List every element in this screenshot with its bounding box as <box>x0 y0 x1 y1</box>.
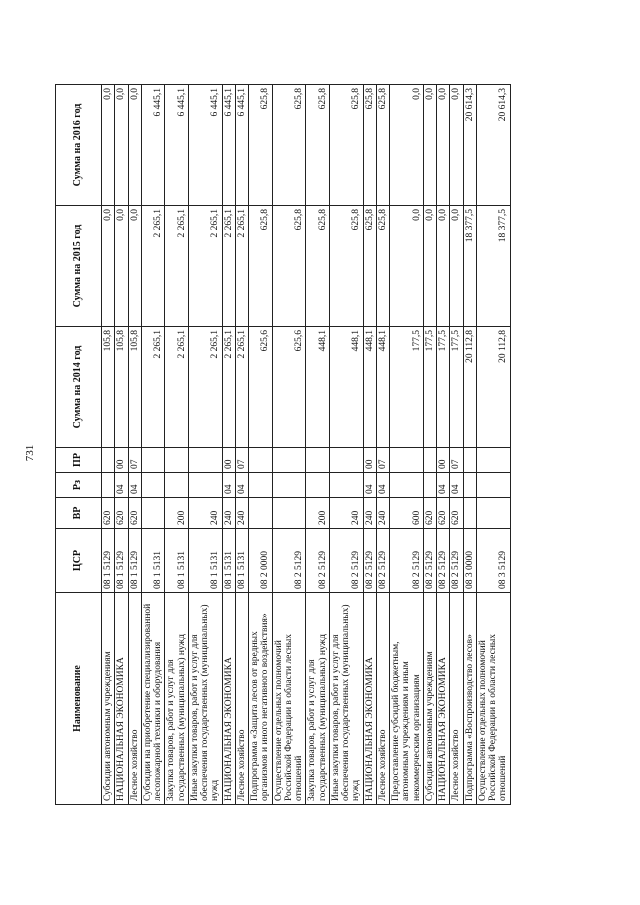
table-row <box>102 85 115 805</box>
cell-csr: 08 1 5129 <box>115 529 128 593</box>
cell-rz <box>102 473 115 498</box>
cell-name: Лесное хозяйство <box>376 593 389 805</box>
cell-name: Осуществление отдельных полномочий Российской Федерации в области лесных отношений <box>476 593 510 805</box>
cell-rz <box>476 473 510 498</box>
cell-sum-2014: 625,6 <box>249 327 273 448</box>
cell-pr <box>102 448 115 473</box>
header-sum-2015: Сумма на 2015 год <box>56 206 102 327</box>
cell-rz: 04 <box>376 473 389 498</box>
table-row <box>363 85 376 805</box>
cell-vr: 600 <box>390 498 424 529</box>
table-row <box>329 85 363 805</box>
header-sum-2016: Сумма на 2016 год <box>56 85 102 206</box>
cell-vr: 620 <box>450 498 463 529</box>
cell-name: Субсидии на приобретение специализированной лесопожарной техники и оборудования <box>141 593 165 805</box>
cell-sum-2016: 625,8 <box>249 85 273 206</box>
cell-pr <box>272 448 306 473</box>
cell-csr: 08 2 0000 <box>249 529 273 593</box>
cell-sum-2015: 2 265,1 <box>222 206 235 327</box>
cell-name: Закупка товаров, работ и услуг для государственных (муниципальных) нужд <box>165 593 189 805</box>
cell-sum-2015: 2 265,1 <box>235 206 248 327</box>
cell-rz <box>188 473 222 498</box>
table-row <box>222 85 235 805</box>
rotated-table-container <box>55 85 535 805</box>
cell-sum-2015: 0,0 <box>115 206 128 327</box>
cell-sum-2014: 177,5 <box>437 327 450 448</box>
cell-sum-2016: 625,8 <box>306 85 330 206</box>
cell-vr <box>272 498 306 529</box>
cell-sum-2015: 0,0 <box>450 206 463 327</box>
cell-sum-2016: 625,8 <box>376 85 389 206</box>
cell-rz: 04 <box>115 473 128 498</box>
budget-table <box>55 84 511 805</box>
cell-sum-2016: 625,8 <box>329 85 363 206</box>
cell-csr: 08 2 5129 <box>329 529 363 593</box>
cell-csr: 08 1 5131 <box>222 529 235 593</box>
cell-sum-2016: 0,0 <box>128 85 141 206</box>
cell-rz: 04 <box>363 473 376 498</box>
cell-sum-2014: 448,1 <box>363 327 376 448</box>
cell-sum-2014: 2 265,1 <box>141 327 165 448</box>
table-row <box>463 85 476 805</box>
cell-sum-2016: 0,0 <box>390 85 424 206</box>
cell-sum-2014: 448,1 <box>376 327 389 448</box>
cell-csr: 08 1 5129 <box>102 529 115 593</box>
cell-pr <box>141 448 165 473</box>
cell-rz <box>463 473 476 498</box>
table-row <box>376 85 389 805</box>
cell-name: Лесное хозяйство <box>128 593 141 805</box>
cell-csr: 08 2 5129 <box>363 529 376 593</box>
cell-csr: 08 3 0000 <box>463 529 476 593</box>
cell-sum-2014: 2 265,1 <box>165 327 189 448</box>
cell-csr: 08 2 5129 <box>272 529 306 593</box>
cell-csr: 08 2 5129 <box>390 529 424 593</box>
table-row <box>450 85 463 805</box>
cell-pr <box>249 448 273 473</box>
cell-pr: 00 <box>222 448 235 473</box>
cell-name: Иные закупки товаров, работ и услуг для обеспечения государственных (муниципальных) нужд <box>188 593 222 805</box>
cell-name: НАЦИОНАЛЬНАЯ ЭКОНОМИКА <box>363 593 376 805</box>
cell-sum-2015: 625,8 <box>329 206 363 327</box>
cell-pr <box>165 448 189 473</box>
cell-name: НАЦИОНАЛЬНАЯ ЭКОНОМИКА <box>437 593 450 805</box>
cell-sum-2014: 2 265,1 <box>188 327 222 448</box>
cell-rz: 04 <box>235 473 248 498</box>
cell-sum-2016: 6 445,1 <box>165 85 189 206</box>
cell-rz <box>165 473 189 498</box>
table-row <box>128 85 141 805</box>
cell-vr <box>463 498 476 529</box>
table-header-row <box>56 85 102 805</box>
cell-rz: 04 <box>222 473 235 498</box>
cell-sum-2015: 0,0 <box>423 206 436 327</box>
cell-csr: 08 1 5131 <box>235 529 248 593</box>
cell-sum-2014: 105,8 <box>102 327 115 448</box>
table-row <box>115 85 128 805</box>
header-csr: ЦСР <box>56 529 102 593</box>
cell-vr: 620 <box>423 498 436 529</box>
cell-sum-2015: 625,8 <box>272 206 306 327</box>
cell-name: НАЦИОНАЛЬНАЯ ЭКОНОМИКА <box>222 593 235 805</box>
cell-sum-2014: 105,8 <box>115 327 128 448</box>
cell-csr: 08 2 5129 <box>423 529 436 593</box>
cell-sum-2014: 177,5 <box>390 327 424 448</box>
cell-vr: 240 <box>363 498 376 529</box>
cell-pr <box>329 448 363 473</box>
cell-sum-2016: 6 445,1 <box>235 85 248 206</box>
table-row <box>306 85 330 805</box>
cell-sum-2015: 625,8 <box>376 206 389 327</box>
cell-vr: 240 <box>222 498 235 529</box>
cell-pr <box>423 448 436 473</box>
cell-name: Лесное хозяйство <box>235 593 248 805</box>
cell-sum-2016: 0,0 <box>115 85 128 206</box>
cell-pr <box>476 448 510 473</box>
cell-vr: 240 <box>235 498 248 529</box>
cell-sum-2015: 625,8 <box>363 206 376 327</box>
cell-csr: 08 3 5129 <box>476 529 510 593</box>
cell-rz: 04 <box>437 473 450 498</box>
cell-csr: 08 2 5129 <box>376 529 389 593</box>
cell-sum-2014: 448,1 <box>306 327 330 448</box>
cell-vr: 620 <box>128 498 141 529</box>
cell-vr <box>476 498 510 529</box>
cell-sum-2015: 18 377,5 <box>463 206 476 327</box>
table-row <box>272 85 306 805</box>
cell-name: Подпрограмма «Защита лесов от вредных организмов и иного негативного воздействия» <box>249 593 273 805</box>
cell-vr: 240 <box>188 498 222 529</box>
cell-vr <box>141 498 165 529</box>
cell-pr <box>463 448 476 473</box>
table-body <box>102 85 511 805</box>
cell-vr: 200 <box>306 498 330 529</box>
cell-rz <box>249 473 273 498</box>
cell-csr: 08 2 5129 <box>437 529 450 593</box>
cell-sum-2016: 0,0 <box>437 85 450 206</box>
cell-sum-2015: 0,0 <box>390 206 424 327</box>
header-vr: ВР <box>56 498 102 529</box>
table-row <box>165 85 189 805</box>
cell-csr: 08 1 5131 <box>165 529 189 593</box>
page-number: 731 <box>24 444 36 462</box>
table-row <box>141 85 165 805</box>
cell-sum-2014: 177,5 <box>423 327 436 448</box>
cell-csr: 08 2 5129 <box>450 529 463 593</box>
table-row <box>249 85 273 805</box>
cell-pr <box>306 448 330 473</box>
cell-sum-2015: 0,0 <box>128 206 141 327</box>
cell-pr: 07 <box>235 448 248 473</box>
cell-sum-2014: 448,1 <box>329 327 363 448</box>
cell-name: НАЦИОНАЛЬНАЯ ЭКОНОМИКА <box>115 593 128 805</box>
cell-sum-2016: 0,0 <box>450 85 463 206</box>
cell-pr: 07 <box>450 448 463 473</box>
cell-sum-2016: 625,8 <box>363 85 376 206</box>
cell-vr: 240 <box>376 498 389 529</box>
table-row <box>476 85 510 805</box>
cell-sum-2016: 20 614,3 <box>463 85 476 206</box>
cell-name: Закупка товаров, работ и услуг для государственных (муниципальных) нужд <box>306 593 330 805</box>
cell-sum-2015: 625,8 <box>306 206 330 327</box>
cell-name: Предоставление субсидий бюджетным, автономным учреждениям и иным некоммерческим организациям <box>390 593 424 805</box>
cell-vr: 240 <box>329 498 363 529</box>
cell-pr: 00 <box>437 448 450 473</box>
cell-pr: 00 <box>363 448 376 473</box>
cell-pr <box>390 448 424 473</box>
cell-sum-2014: 2 265,1 <box>235 327 248 448</box>
cell-name: Субсидии автономным учреждениям <box>102 593 115 805</box>
cell-rz: 04 <box>450 473 463 498</box>
cell-rz <box>272 473 306 498</box>
cell-sum-2014: 105,8 <box>128 327 141 448</box>
cell-sum-2016: 20 614,3 <box>476 85 510 206</box>
header-sum-2014: Сумма на 2014 год <box>56 327 102 448</box>
cell-sum-2014: 625,6 <box>272 327 306 448</box>
cell-csr: 08 1 5131 <box>141 529 165 593</box>
cell-vr: 200 <box>165 498 189 529</box>
cell-vr <box>249 498 273 529</box>
cell-sum-2016: 625,8 <box>272 85 306 206</box>
cell-pr: 07 <box>128 448 141 473</box>
cell-pr: 07 <box>376 448 389 473</box>
cell-sum-2016: 6 445,1 <box>188 85 222 206</box>
cell-sum-2015: 2 265,1 <box>165 206 189 327</box>
cell-name: Субсидии автономным учреждениям <box>423 593 436 805</box>
cell-rz <box>306 473 330 498</box>
table-row <box>423 85 436 805</box>
cell-sum-2015: 0,0 <box>437 206 450 327</box>
cell-vr: 620 <box>102 498 115 529</box>
cell-sum-2014: 20 112,8 <box>476 327 510 448</box>
cell-name: Осуществление отдельных полномочий Российской Федерации в области лесных отношений <box>272 593 306 805</box>
table-row <box>188 85 222 805</box>
cell-csr: 08 1 5131 <box>188 529 222 593</box>
cell-sum-2016: 0,0 <box>423 85 436 206</box>
cell-sum-2016: 6 445,1 <box>222 85 235 206</box>
header-name: Наименование <box>56 593 102 805</box>
table-row <box>390 85 424 805</box>
cell-sum-2015: 0,0 <box>102 206 115 327</box>
cell-sum-2014: 177,5 <box>450 327 463 448</box>
cell-sum-2015: 625,8 <box>249 206 273 327</box>
cell-sum-2016: 0,0 <box>102 85 115 206</box>
cell-rz <box>141 473 165 498</box>
header-pr: ПР <box>56 448 102 473</box>
table-row <box>437 85 450 805</box>
cell-sum-2015: 2 265,1 <box>188 206 222 327</box>
cell-vr: 620 <box>437 498 450 529</box>
table-row <box>235 85 248 805</box>
cell-sum-2014: 20 112,8 <box>463 327 476 448</box>
cell-pr <box>188 448 222 473</box>
cell-name: Лесное хозяйство <box>450 593 463 805</box>
cell-sum-2014: 2 265,1 <box>222 327 235 448</box>
cell-name: Иные закупки товаров, работ и услуг для обеспечения государственных (муниципальных) нужд <box>329 593 363 805</box>
cell-rz: 04 <box>128 473 141 498</box>
cell-rz <box>423 473 436 498</box>
header-rz: Рз <box>56 473 102 498</box>
cell-rz <box>329 473 363 498</box>
cell-name: Подпрограмма «Воспроизводство лесов» <box>463 593 476 805</box>
cell-csr: 08 2 5129 <box>306 529 330 593</box>
cell-sum-2016: 6 445,1 <box>141 85 165 206</box>
cell-sum-2015: 2 265,1 <box>141 206 165 327</box>
cell-pr: 00 <box>115 448 128 473</box>
cell-vr: 620 <box>115 498 128 529</box>
cell-sum-2015: 18 377,5 <box>476 206 510 327</box>
cell-rz <box>390 473 424 498</box>
cell-csr: 08 1 5129 <box>128 529 141 593</box>
